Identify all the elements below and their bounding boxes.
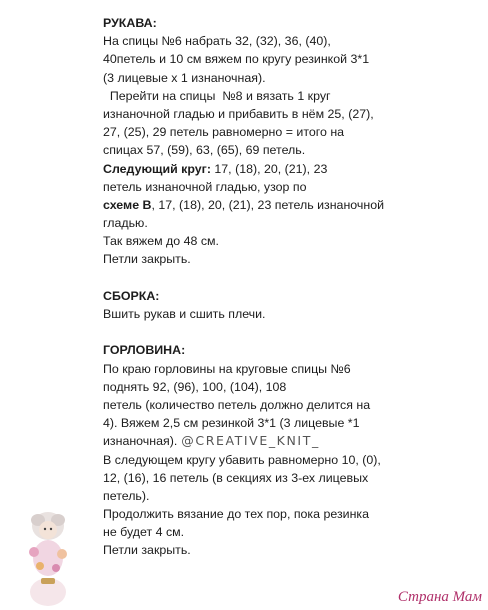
pattern-text — [103, 14, 483, 560]
sleeves-line: спицах 57, (59), 63, (65), 69 петель. — [103, 143, 306, 158]
next-round-rest: 17, (18), 20, (21), 23 — [210, 161, 328, 176]
neckline-text: изнаночная). — [103, 434, 178, 449]
next-round-line — [103, 160, 483, 178]
sleeves-line: (3 лицевые х 1 изнаночная). — [103, 70, 266, 85]
sleeves-line: изнаночной гладью и прибавить в нём 25, (27), — [103, 106, 374, 121]
neckline-line: Петли закрыть. — [103, 543, 191, 558]
neckline-line: не будет 4 см. — [103, 525, 185, 540]
section-gap — [103, 323, 483, 341]
sleeves-line: гладью. — [103, 216, 148, 231]
sleeves-heading: РУКАВА: — [103, 16, 157, 30]
neckline-heading: ГОРЛОВИНА: — [103, 343, 186, 358]
sleeves-line: На спицы №6 набрать 32, (32), 36, (40), — [103, 34, 331, 49]
sleeves-line: Петли закрыть. — [103, 252, 191, 267]
neckline-line: петель). — [103, 488, 150, 503]
scheme-rest: , 17, (18), 20, (21), 23 петель изнаночной — [151, 197, 385, 212]
sleeves-line: Так вяжем до 48 см. — [103, 234, 220, 249]
neckline-line: 12, (16), 16 петель (в секциях из 3-ех лицевых — [103, 470, 369, 485]
scheme-label: схеме В — [103, 197, 152, 212]
neckline-line: 4). Вяжем 2,5 см резинкой 3*1 (3 лицевые *1 — [103, 416, 360, 431]
instagram-watermark: @CREATIVE_KNIT_ — [181, 433, 320, 449]
sleeves-line: 27, (25), 29 петель равномерно = итого на — [103, 125, 345, 140]
pattern-line: петель изнаночной гладью, узор по — [103, 179, 307, 194]
sleeves-line: 40петель и 10 см вяжем по кругу резинкой 3*1 — [103, 52, 370, 67]
next-round-label: Следующий круг: — [103, 161, 211, 176]
neckline-line: По краю горловины на круговые спицы №6 — [103, 361, 351, 376]
section-gap — [103, 269, 483, 287]
scheme-line — [103, 196, 483, 214]
assembly-heading: СБОРКА: — [103, 288, 160, 303]
site-logo: Страна Мам — [397, 589, 482, 605]
assembly-line: Вшить рукав и сшить плечи. — [103, 307, 266, 321]
neckline-line: поднять 92, (96), 100, (104), 108 — [103, 379, 287, 394]
neckline-line: Продолжить вязание до тех пор, пока резинка — [103, 507, 369, 522]
neckline-line: В следующем кругу убавить равномерно 10, (0), — [103, 452, 381, 467]
doll-decoration-icon — [14, 500, 78, 610]
neckline-line: петель (количество петель должно делится на — [103, 397, 371, 412]
watermark-line — [103, 432, 483, 450]
sleeves-line: Перейти на спицы №8 и вязать 1 круг — [103, 88, 331, 103]
